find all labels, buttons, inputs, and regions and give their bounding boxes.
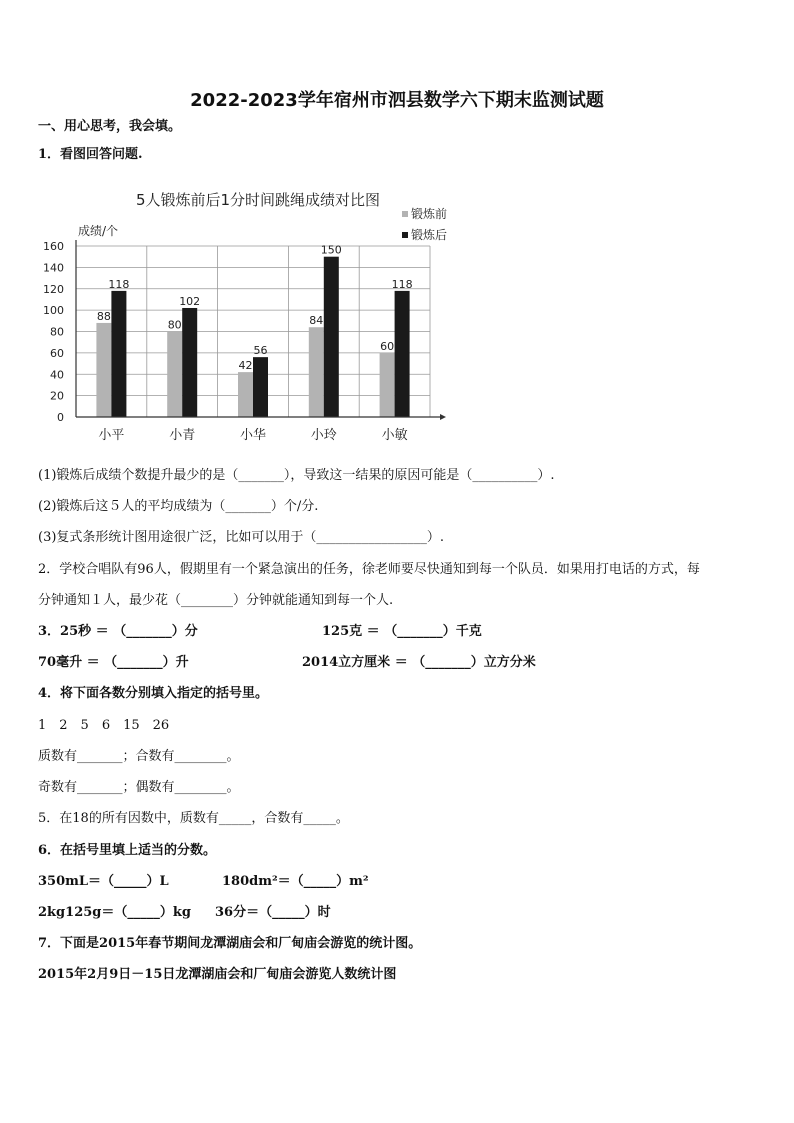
q6-a: 350mL＝（_____）L xyxy=(38,874,169,889)
legend-label: 锻炼后 xyxy=(411,228,448,242)
y-tick-label: 0 xyxy=(57,411,64,424)
x-tick-label: 小青 xyxy=(169,428,196,443)
bar-after xyxy=(182,308,197,417)
x-axis-arrow xyxy=(440,414,446,420)
q6-stem: 6．在括号里填上适当的分数。 xyxy=(38,843,217,858)
chart-title: 5人锻炼前后1分时间跳绳成绩对比图 xyxy=(135,191,381,209)
data-label: 118 xyxy=(391,277,413,291)
x-tick-label: 小华 xyxy=(239,428,267,443)
chart-ylabel: 成绩/个 xyxy=(78,224,119,238)
bar-after xyxy=(253,357,268,417)
data-label: 56 xyxy=(253,344,268,358)
legend-swatch xyxy=(402,232,408,238)
bar-after xyxy=(395,291,410,417)
data-label: 118 xyxy=(108,277,130,291)
y-tick-label: 40 xyxy=(50,368,64,382)
bar-before xyxy=(380,353,395,417)
bar-before xyxy=(309,327,324,417)
q4-odd-even: 奇数有_______；偶数有________。 xyxy=(38,780,240,795)
y-tick-label: 80 xyxy=(50,325,64,339)
data-label: 42 xyxy=(238,359,253,373)
bar-before xyxy=(167,332,182,418)
data-label: 102 xyxy=(179,294,201,308)
legend-label: 锻炼前 xyxy=(411,207,448,221)
q3-c: 70毫升 ＝ （_______）升 xyxy=(38,655,189,670)
q1-stem: 1．看图回答问题. xyxy=(38,147,143,162)
x-tick-label: 小敏 xyxy=(381,428,408,443)
q7-chart-title: 2015年2月9日－15日龙潭湖庙会和厂甸庙会游览人数统计图 xyxy=(38,967,397,982)
data-label: 88 xyxy=(96,309,111,323)
legend-swatch xyxy=(402,211,408,217)
data-label: 84 xyxy=(309,314,324,328)
bar-before xyxy=(238,372,253,417)
q4-numbers: 1 2 5 6 15 26 xyxy=(38,718,170,733)
y-tick-label: 60 xyxy=(50,346,64,360)
chart-legend xyxy=(402,206,447,242)
q3-b: 125克 ＝ （_______）千克 xyxy=(322,624,482,639)
page-title: 2022-2023学年宿州市泗县数学六下期末监测试题 xyxy=(190,90,604,111)
q4-stem: 4．将下面各数分别填入指定的括号里。 xyxy=(38,686,269,701)
bar-before xyxy=(96,323,111,417)
y-tick-label: 140 xyxy=(43,261,64,275)
q2-line1: 2．学校合唱队有96人，假期里有一个紧急演出的任务，徐老师要尽快通知到每一个队员．如果用打电话的方式，每 xyxy=(38,562,700,577)
y-tick-label: 100 xyxy=(43,304,64,318)
y-tick-label: 20 xyxy=(50,389,64,403)
bar-chart xyxy=(30,183,470,453)
q3-a: 3．25秒 ＝ （_______）分 xyxy=(38,624,198,639)
q1-part3: (3)复式条形统计图用途很广泛，比如可以用于（_________________）. xyxy=(38,530,445,545)
section-heading: 一、用心思考，我会填。 xyxy=(38,119,182,134)
y-tick-label: 120 xyxy=(43,282,64,296)
data-label: 80 xyxy=(167,318,182,332)
x-tick-label: 小玲 xyxy=(310,428,337,443)
bar-after xyxy=(111,291,126,417)
q7-stem: 7．下面是2015年春节期间龙潭湖庙会和厂甸庙会游览的统计图。 xyxy=(38,936,422,951)
q1-part1: (1)锻炼后成绩个数提升最少的是（_______），导致这一结果的原因可能是（__________）. xyxy=(38,468,555,483)
data-label: 60 xyxy=(380,339,395,353)
q4-primes-composites: 质数有_______；合数有________。 xyxy=(38,749,240,764)
q6-c: 2kg125g＝（_____）kg xyxy=(38,905,191,920)
chart-bars xyxy=(96,244,412,417)
x-tick-label: 小平 xyxy=(98,428,125,443)
q1-part2: (2)锻炼后这５人的平均成绩为（_______）个/分. xyxy=(38,499,319,514)
q3-d: 2014立方厘米 ＝ （_______）立方分米 xyxy=(302,655,536,670)
data-label: 150 xyxy=(320,243,342,257)
q2-line2: 分钟通知１人，最少花（________）分钟就能通知到每一个人. xyxy=(38,593,394,608)
y-tick-label: 160 xyxy=(43,240,64,253)
bar-after xyxy=(324,257,339,417)
q5: 5．在18的所有因数中，质数有_____，合数有_____。 xyxy=(38,811,349,826)
q6-b: 180dm²＝（_____）m² xyxy=(222,874,369,889)
q6-d: 36分＝（_____）时 xyxy=(215,905,331,920)
